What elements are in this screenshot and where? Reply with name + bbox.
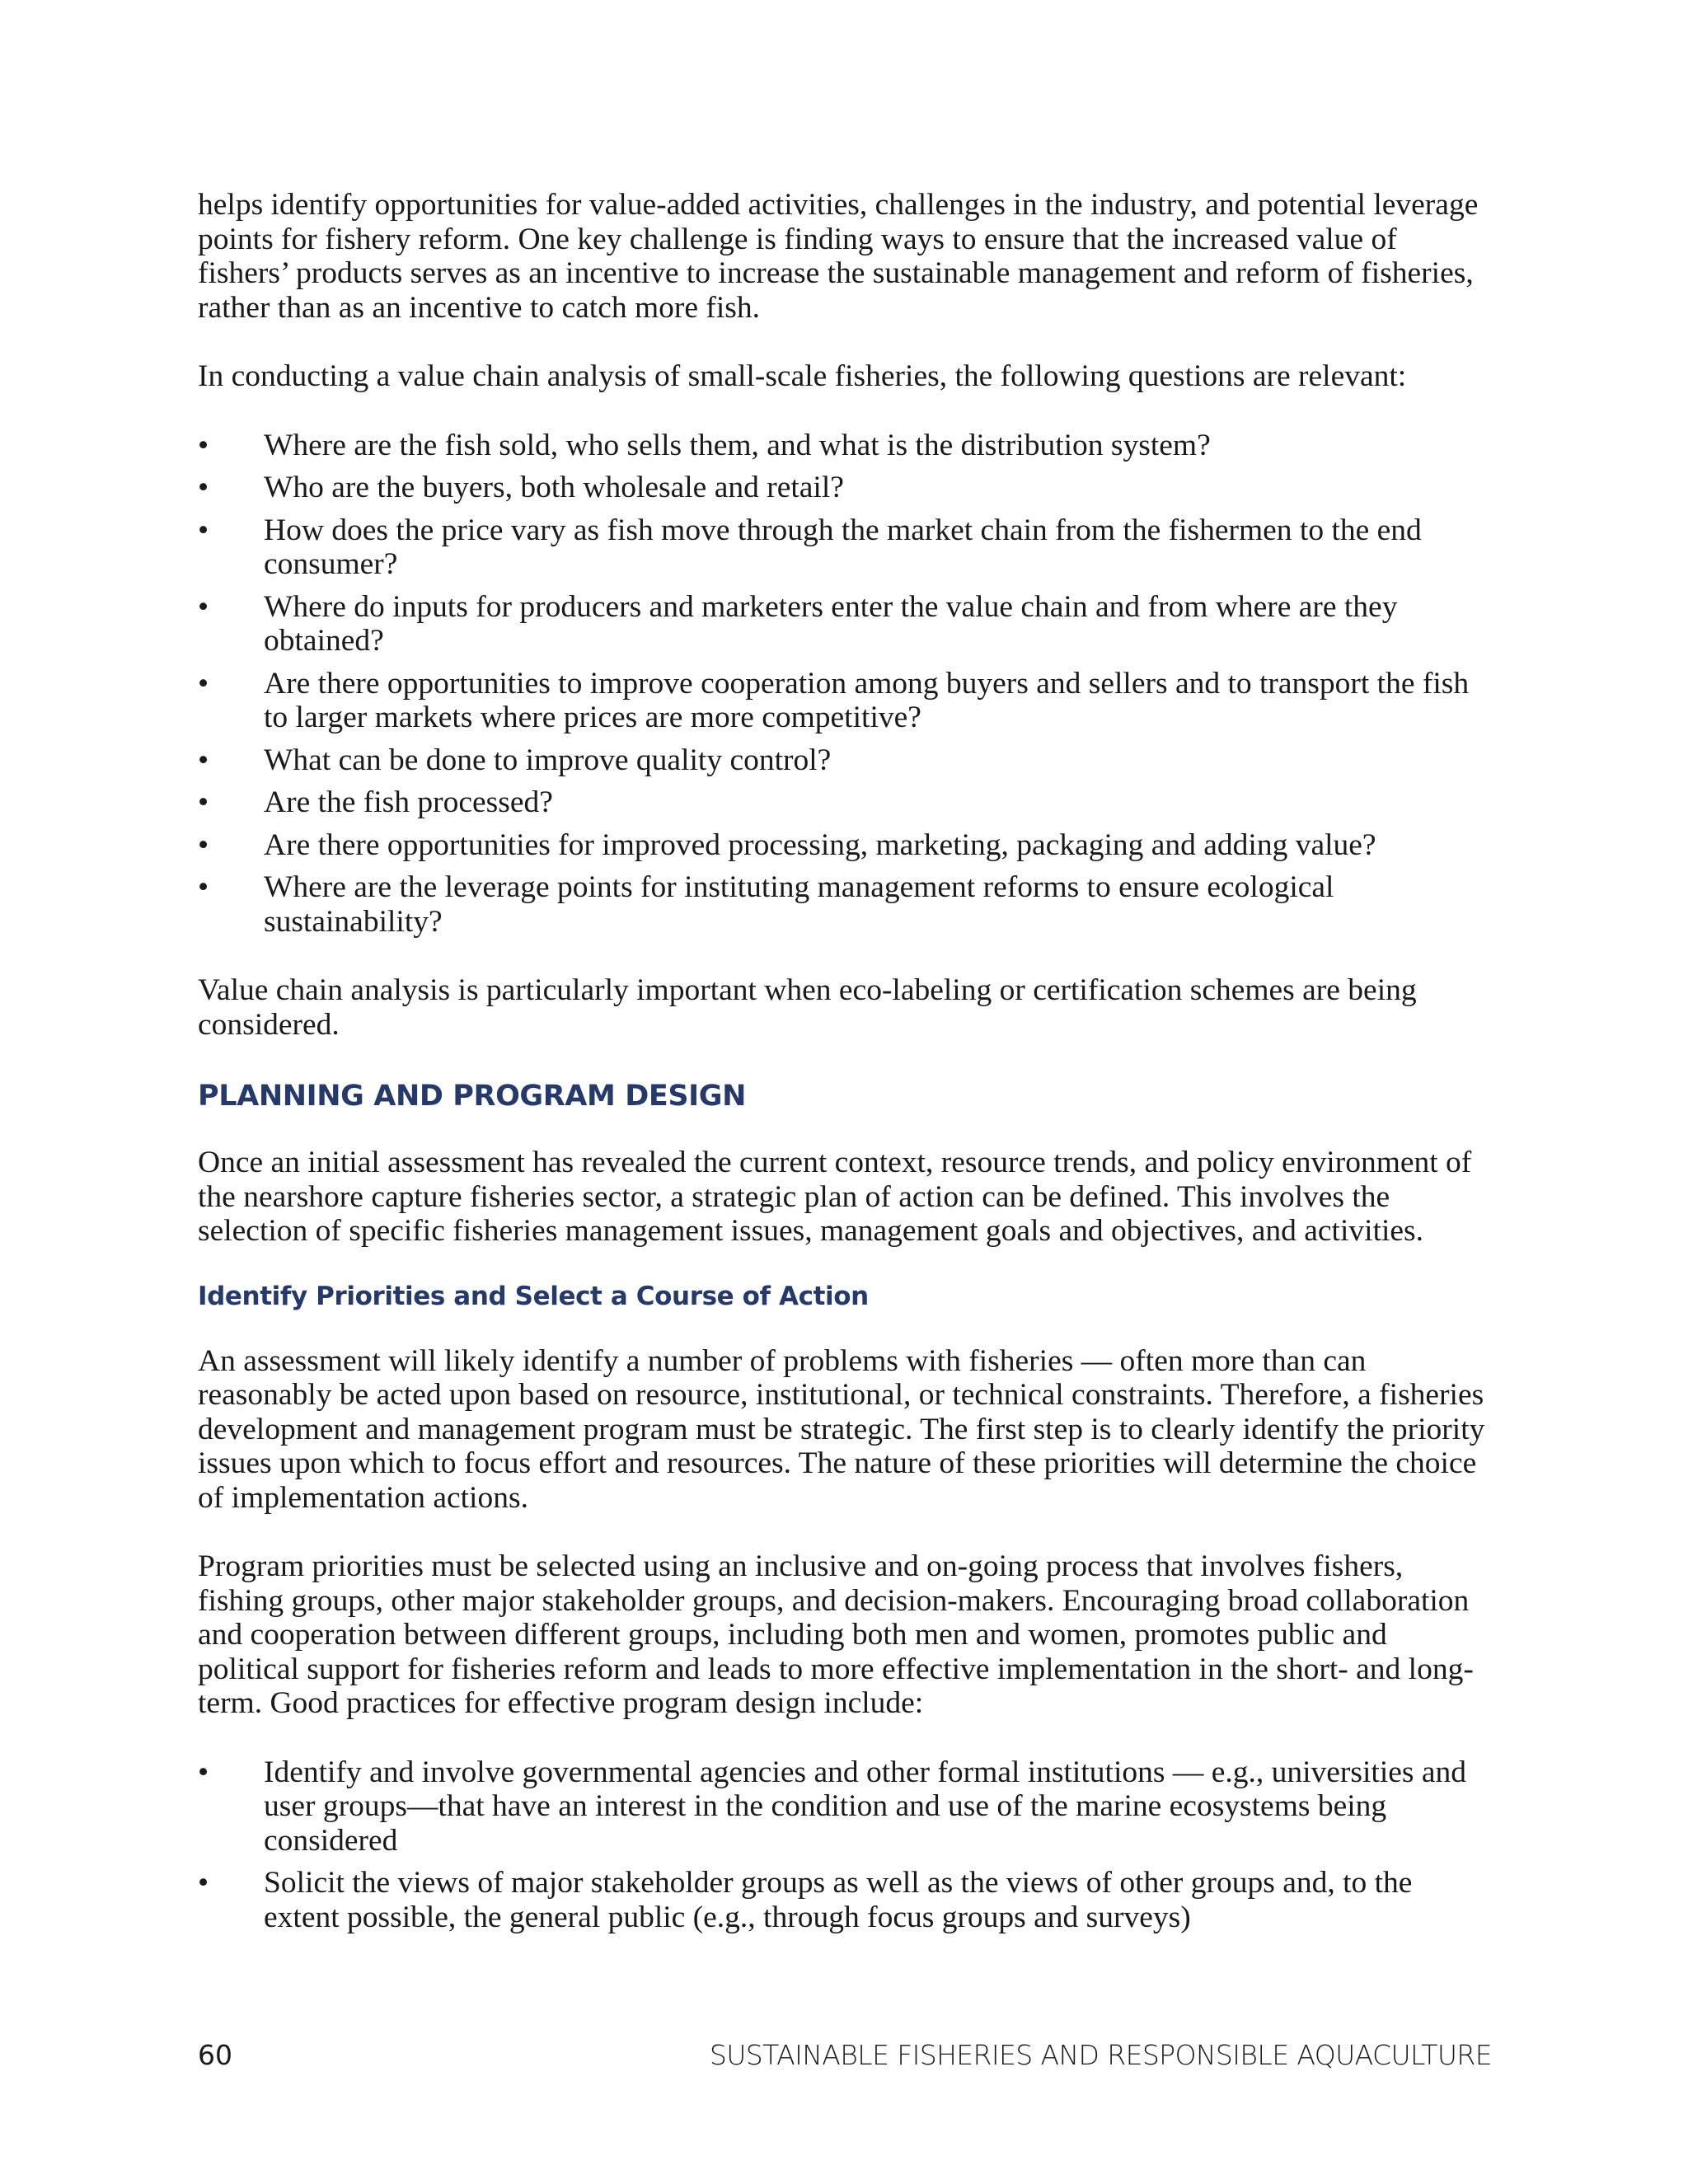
subsection-heading: Identify Priorities and Select a Course of Action: [198, 1281, 869, 1311]
bullet-icon: •: [198, 785, 209, 819]
value-chain-note: Value chain analysis is particularly important when eco-labeling or certification schemes are being considered.: [198, 973, 1417, 1042]
bullet-icon: •: [198, 870, 209, 904]
list-item: • Where do inputs for producers and marketers enter the value chain and from where are they obtained?: [198, 589, 1398, 658]
list-item: • Identify and involve governmental agencies and other formal institutions — e.g., universities and user groups—that have an interest in the condition and use of the marine ecosystems being considered: [198, 1755, 1467, 1858]
subsection-paragraph-1: An assessment will likely identify a number of problems with fisheries — often more than can reasonably be acted upon based on resource, institutional, or technical constraints. Therefore, a fisheries development and management program must be strategic. The first step is to clearly identify the priority issues upon which to focus effort and resources. The nature of these priorities will determine the choice of implementation actions.: [198, 1343, 1485, 1515]
page-number: 60: [198, 2039, 232, 2071]
section-heading: PLANNING AND PROGRAM DESIGN: [198, 1080, 747, 1113]
intro-paragraph: helps identify opportunities for value-added activities, challenges in the industry, and potential leverage points for fishery reform. One key challenge is finding ways to ensure that the increased value of fishers’ products serves as an incentive to increase the sustainable management and reform of fisheries, rather than as an incentive to catch more fish.: [198, 188, 1479, 325]
bullet-icon: •: [198, 1866, 209, 1900]
list-item: • Are there opportunities for improved processing, marketing, packaging and adding value?: [198, 827, 1376, 862]
running-footer-title: SUSTAINABLE FISHERIES AND RESPONSIBLE AQUACULTURE: [709, 2039, 1492, 2071]
bullet-icon: •: [198, 589, 209, 624]
subsection-paragraph-2: Program priorities must be selected using an inclusive and on-going process that involves fishers, fishing groups, other major stakeholder groups, and decision-makers. Encouraging broad collaboration and cooperation between different groups, including both men and women, promotes public and political support for fisheries reform and leads to more effective implementation in the short- and long-term. Good practices for effective program design include:: [198, 1549, 1474, 1720]
list-item: • Where are the fish sold, who sells them, and what is the distribution system?: [198, 428, 1211, 462]
bullet-icon: •: [198, 428, 209, 462]
bullet-icon: •: [198, 827, 209, 862]
bullet-icon: •: [198, 1755, 209, 1789]
page-body: [198, 188, 1492, 1934]
list-item: • Who are the buyers, both wholesale and retail?: [198, 471, 844, 504]
list-item: • How does the price vary as fish move through the market chain from the fishermen to the end consumer?: [198, 513, 1422, 581]
bullet-icon: •: [198, 513, 209, 547]
section-paragraph: Once an initial assessment has revealed the current context, resource trends, and policy environment of the nearshore capture fisheries sector, a strategic plan of action can be defined. This involves the selection of specific fisheries management issues, management goals and objectives, and activities.: [198, 1146, 1472, 1248]
list-item: • Solicit the views of major stakeholder groups as well as the views of other groups and, to the extent possible, the general public (e.g., through focus groups and surveys): [198, 1866, 1413, 1934]
bullet-icon: •: [198, 471, 209, 504]
list-item: • What can be done to improve quality control?: [198, 743, 832, 777]
list-item: • Where are the leverage points for instituting management reforms to ensure ecological sustainability?: [198, 870, 1334, 939]
questions-intro: In conducting a value chain analysis of small-scale fisheries, the following questions are relevant:: [198, 359, 1407, 393]
list-item: • Are there opportunities to improve cooperation among buyers and sellers and to transport the fish to larger markets where prices are more competitive?: [198, 666, 1470, 734]
list-item: • Are the fish processed?: [198, 785, 553, 819]
bullet-icon: •: [198, 666, 209, 701]
questions-list: [198, 429, 1492, 940]
bullet-icon: •: [198, 743, 209, 777]
practices-list: [198, 1755, 1492, 1935]
